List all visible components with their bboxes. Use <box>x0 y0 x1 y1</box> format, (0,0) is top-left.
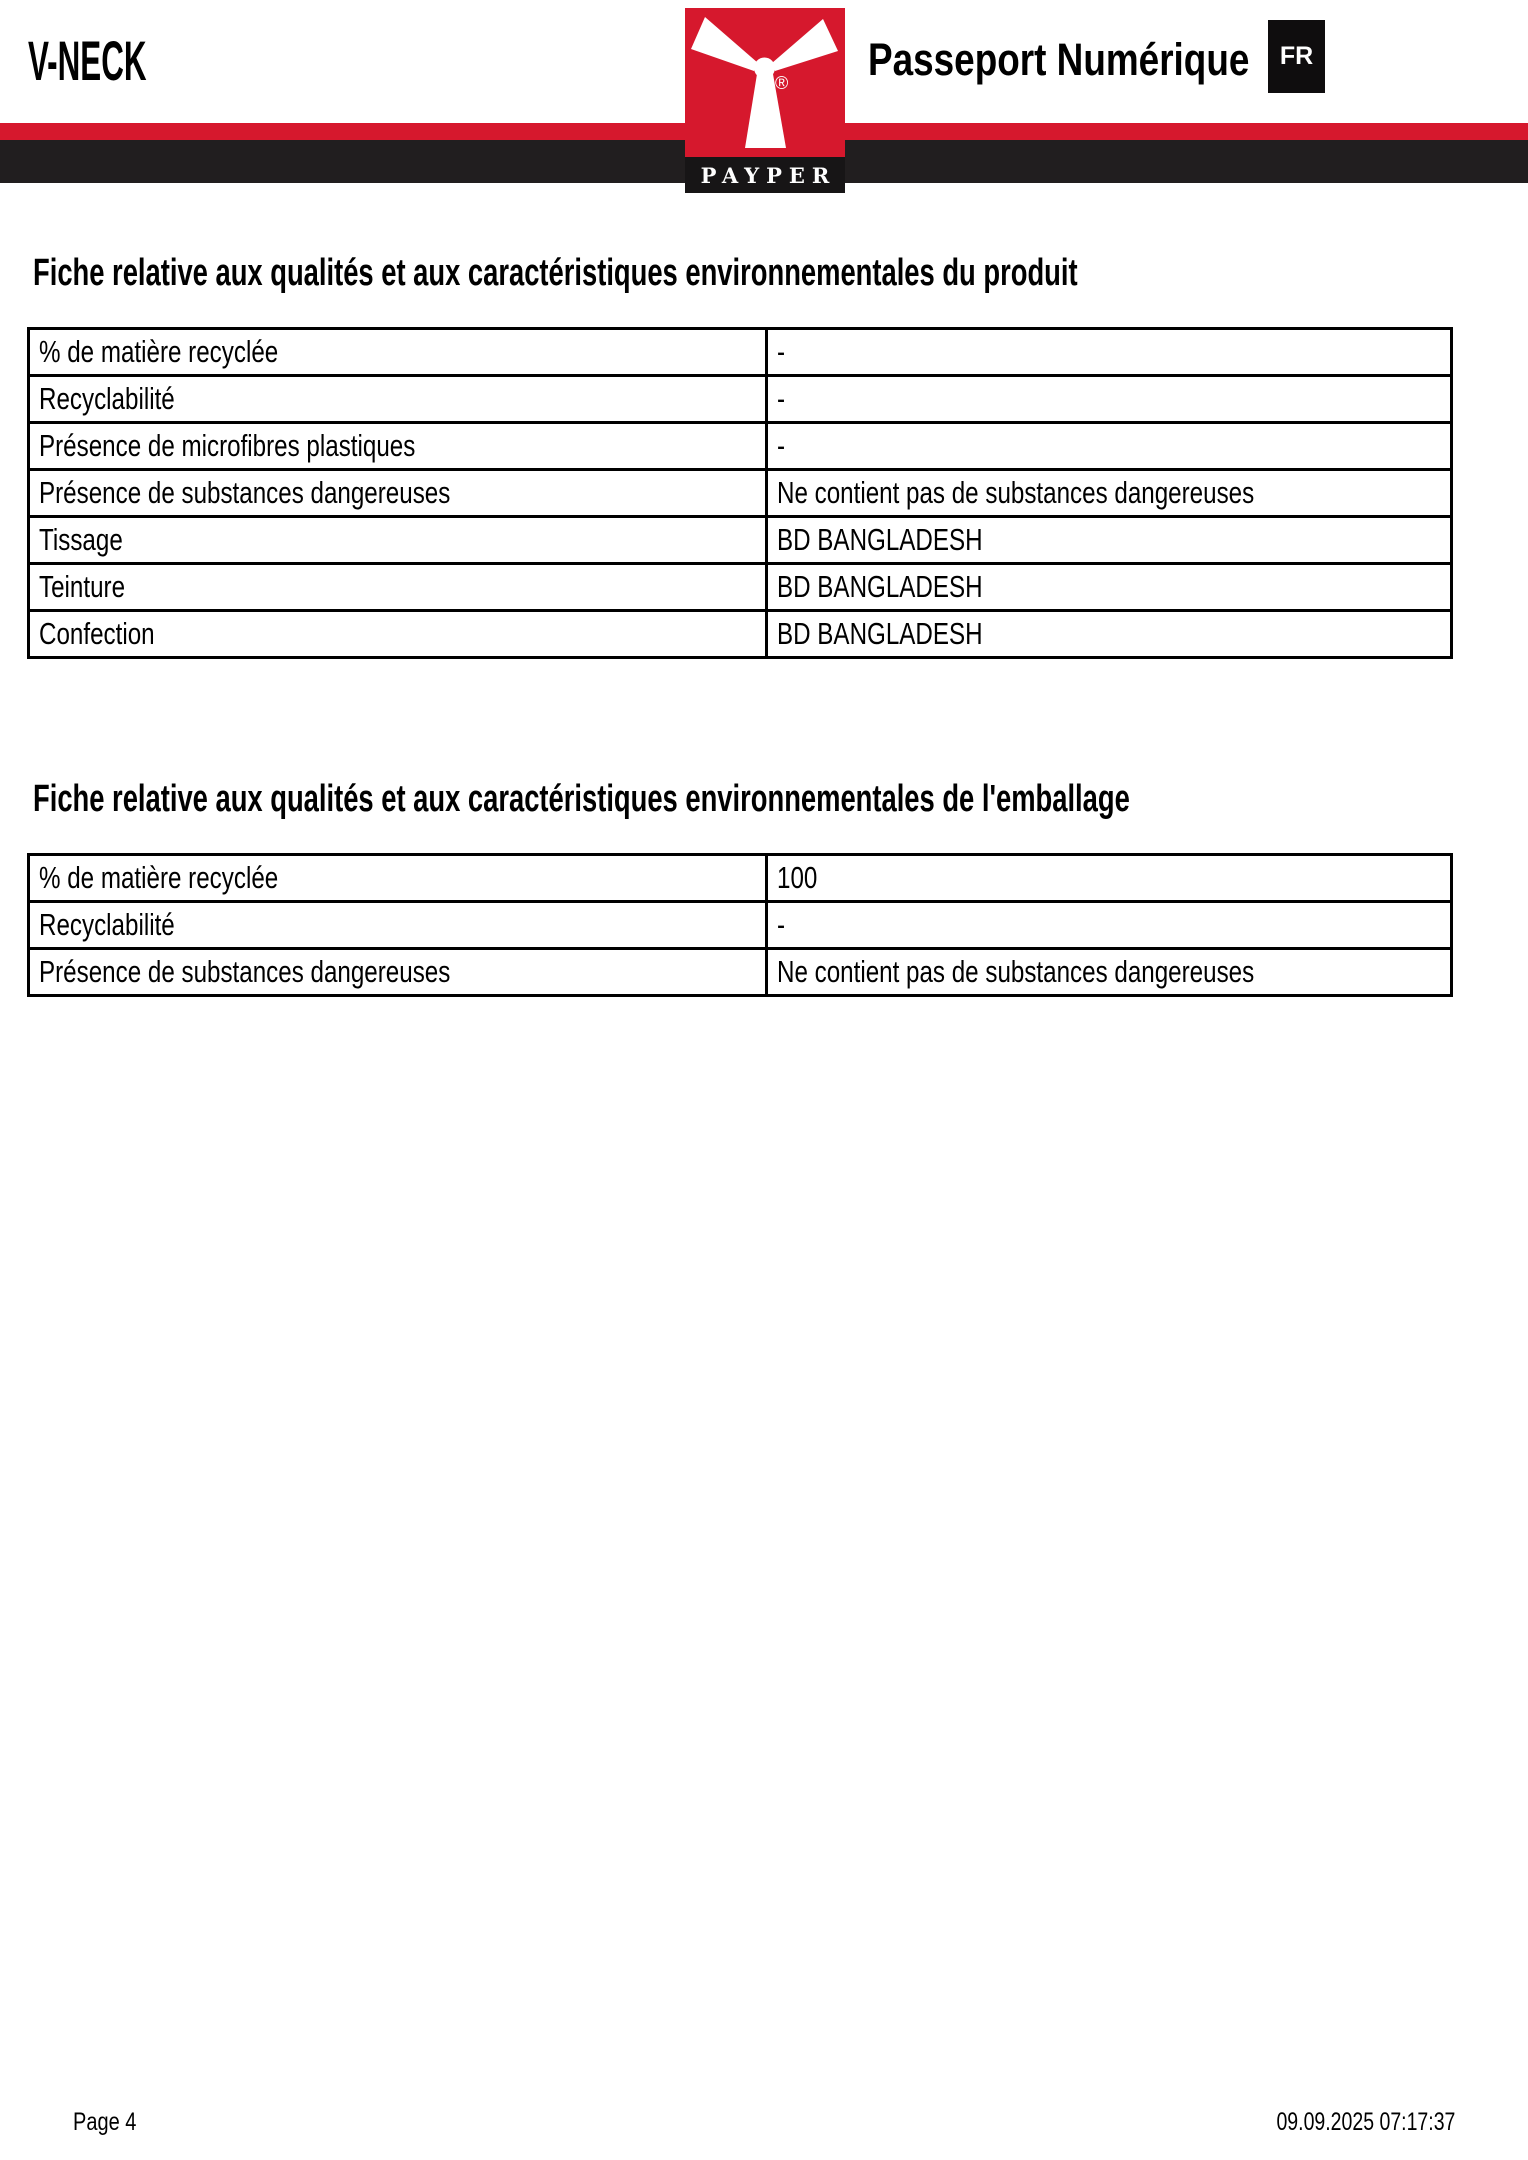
table-row <box>29 376 1452 423</box>
table-row <box>29 470 1452 517</box>
product-environment-table <box>27 327 1453 659</box>
language-badge: FR <box>1268 20 1325 93</box>
row-label-cell: Recyclabilité <box>29 376 767 423</box>
packaging-environment-table <box>27 853 1453 997</box>
row-label-cell: % de matière recyclée <box>29 855 767 902</box>
payper-logo <box>685 8 845 193</box>
row-label-cell: Teinture <box>29 564 767 611</box>
product-name: V-NECK <box>28 29 147 92</box>
propeller-bow-icon <box>685 8 845 157</box>
generation-timestamp: 09.09.2025 07:17:37 <box>1276 2108 1455 2136</box>
table-row <box>29 949 1452 996</box>
row-label-cell: Présence de microfibres plastiques <box>29 423 767 470</box>
row-label-cell: Présence de substances dangereuses <box>29 949 767 996</box>
page-number: Page 4 <box>73 2108 137 2136</box>
row-value-cell: BD BANGLADESH <box>767 564 1452 611</box>
page-title: Passeport Numérique <box>868 34 1250 85</box>
row-label-cell: % de matière recyclée <box>29 329 767 376</box>
row-label-cell: Recyclabilité <box>29 902 767 949</box>
row-value-cell: - <box>767 376 1452 423</box>
table-row <box>29 517 1452 564</box>
row-label-cell: Confection <box>29 611 767 658</box>
row-value-cell: BD BANGLADESH <box>767 611 1452 658</box>
logo-wordmark: PAYPER <box>685 157 845 193</box>
row-label-cell: Présence de substances dangereuses <box>29 470 767 517</box>
row-value-cell: BD BANGLADESH <box>767 517 1452 564</box>
table-row <box>29 423 1452 470</box>
section-title-product: Fiche relative aux qualités et aux caractéristiques environnementales du produit <box>33 252 1078 294</box>
logo-red-square <box>685 8 845 157</box>
table-row <box>29 902 1452 949</box>
section-title-packaging: Fiche relative aux qualités et aux caractéristiques environnementales de l'emballage <box>33 778 1130 820</box>
row-value-cell: Ne contient pas de substances dangereuses <box>767 949 1452 996</box>
row-value-cell: Ne contient pas de substances dangereuses <box>767 470 1452 517</box>
table-row <box>29 611 1452 658</box>
table-row <box>29 564 1452 611</box>
row-value-cell: - <box>767 423 1452 470</box>
row-value-cell: - <box>767 902 1452 949</box>
registered-trademark-symbol: ® <box>775 73 789 93</box>
row-value-cell: - <box>767 329 1452 376</box>
table-row <box>29 329 1452 376</box>
table-row <box>29 855 1452 902</box>
row-value-cell: 100 <box>767 855 1452 902</box>
row-label-cell: Tissage <box>29 517 767 564</box>
